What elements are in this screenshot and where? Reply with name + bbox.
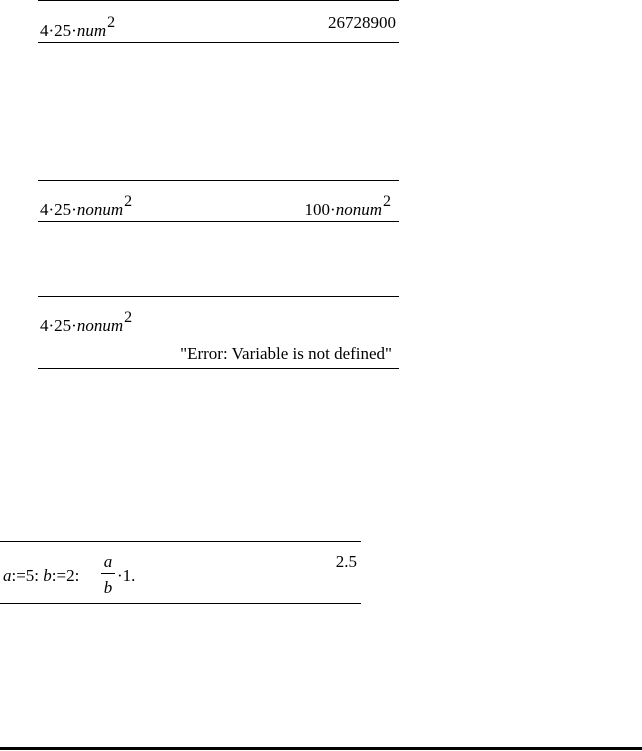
block4-bottom-rule — [0, 603, 361, 604]
block4-fraction-denominator: b — [103, 578, 113, 597]
block1-expression-prefix: 4·25· — [40, 21, 77, 40]
block2-result-exponent: 2 — [383, 193, 391, 210]
block4-assign-b: :=2: — [51, 566, 80, 585]
block2-top-rule — [38, 180, 399, 181]
block4-fraction-numerator: a — [103, 552, 113, 571]
block1-bottom-rule — [38, 42, 399, 43]
block3-bottom-rule — [38, 368, 399, 369]
block2-result-variable: nonum — [335, 200, 382, 219]
block4-tail: ·1. — [117, 566, 136, 585]
block3-expression — [40, 309, 133, 335]
block3-top-rule — [38, 296, 399, 297]
block4-var-a: a — [3, 566, 12, 585]
block4-fraction-bar — [101, 573, 115, 574]
block4-top-rule — [0, 541, 361, 542]
block2-expression-variable: nonum — [76, 200, 124, 219]
block4-assign-a: :=5: — [11, 566, 44, 585]
block1-top-rule — [38, 0, 399, 1]
block1-expression-exponent: 2 — [107, 14, 116, 31]
block2-expression — [40, 193, 133, 219]
block4-result: 2.5 — [335, 552, 357, 571]
block2-result — [304, 193, 391, 219]
page-bottom-rule — [0, 747, 642, 750]
block1-result: 26728900 — [328, 13, 396, 32]
block3-expression-prefix: 4·25· — [40, 316, 77, 335]
block2-bottom-rule — [38, 221, 399, 222]
block3-expression-variable: nonum — [76, 316, 124, 335]
block2-expression-prefix: 4·25· — [40, 200, 77, 219]
block4-expression — [3, 567, 79, 584]
block1-expression-variable: num — [76, 21, 107, 40]
block4-var-b: b — [43, 566, 52, 585]
block2-result-prefix: 100· — [304, 200, 336, 219]
block3-error-message: "Error: Variable is not defined" — [180, 344, 392, 363]
block2-expression-exponent: 2 — [124, 193, 133, 210]
block1-expression — [40, 14, 116, 40]
block3-expression-exponent: 2 — [124, 309, 133, 326]
